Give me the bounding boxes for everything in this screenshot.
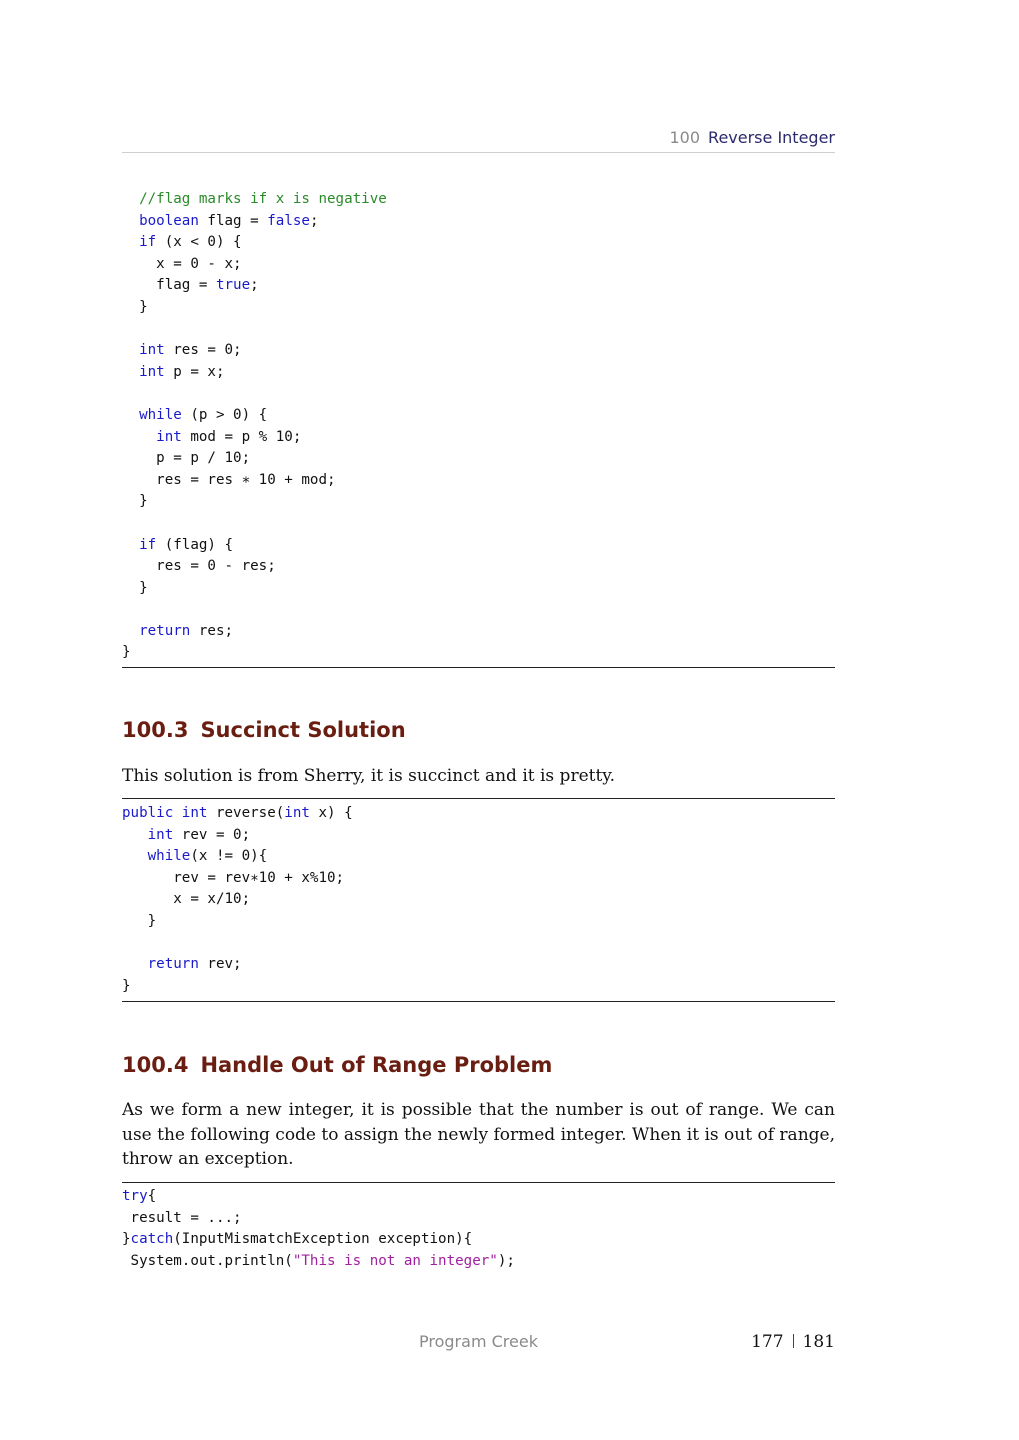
running-header <box>122 128 835 153</box>
page-separator <box>793 1334 794 1348</box>
code-block-bottom-rule <box>122 1001 835 1002</box>
code-block-top-rule <box>122 798 835 799</box>
section-paragraph-succinct: This solution is from Sherry, it is succinct and it is pretty. <box>122 766 616 786</box>
code-block-reverse-flag: //flag marks if x is negative boolean flag = false; if (x < 0) { x = 0 - x; flag = true; } int res = 0; int p = x; while (p > 0) { int mod = p % 10; p = p / 10; res = res ∗ 10 + mod; } if (flag) { res = 0 - res; } return res; } <box>122 191 387 661</box>
code-block-try-catch: try{ result = ...; }catch(InputMismatchException exception){ System.out.println("This is not an integer"); <box>122 1188 515 1269</box>
chapter-number: 100 <box>669 128 701 147</box>
footer-source: Program Creek <box>419 1332 538 1351</box>
code-block-bottom-rule <box>122 667 835 668</box>
page-number <box>751 1332 835 1352</box>
section-heading-succinct: 100.3 Succinct Solution <box>122 718 406 742</box>
current-page: 177 <box>751 1332 784 1352</box>
section-heading-out-of-range: 100.4 Handle Out of Range Problem <box>122 1053 553 1077</box>
section-paragraph-out-of-range: As we form a new integer, it is possible that the number is out of range. We can use the following code to assign the newly formed integer. When it is out of range, throw an exception. <box>122 1100 835 1169</box>
code-block-top-rule <box>122 1182 835 1183</box>
total-pages: 181 <box>802 1332 835 1352</box>
code-block-succinct: public int reverse(int x) { int rev = 0; while(x != 0){ rev = rev∗10 + x%10; x = x/10; } return rev; } <box>122 805 353 994</box>
chapter-title: Reverse Integer <box>708 128 835 147</box>
